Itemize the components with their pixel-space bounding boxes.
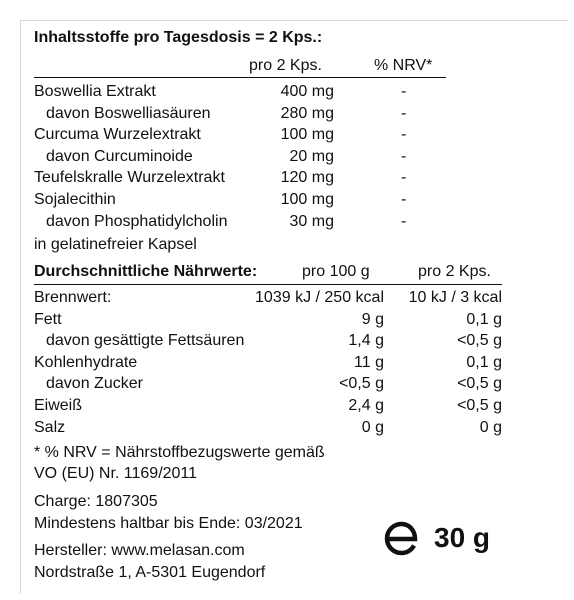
nutrition-row: [34, 353, 502, 373]
nutrition-row: [34, 374, 502, 394]
nutrient-per-2kps: <0,5 g: [457, 332, 502, 350]
nutrient-per-2kps: <0,5 g: [457, 397, 502, 414]
ingredient-row: [34, 125, 434, 145]
nutrient-name: Fett: [34, 310, 62, 328]
footnote-line-1: * % NRV = Nährstoffbezugswerte gemäß: [34, 444, 325, 461]
ingredient-amount: 280 mg: [280, 104, 334, 122]
ingredient-amount: 100 mg: [280, 191, 334, 208]
ingredient-amount: 100 mg: [280, 126, 334, 144]
ingredient-nrv: -: [401, 104, 407, 122]
nutrient-per-2kps: <0,5 g: [457, 375, 502, 393]
ingredient-name: Curcuma Wurzelextrakt: [34, 126, 201, 144]
ingredient-row: [34, 104, 434, 124]
footnote-line-2: VO (EU) Nr. 1169/2011: [34, 465, 198, 482]
nutrition-row: [34, 418, 502, 438]
net-weight-value: 30 g: [434, 522, 491, 553]
ingredient-nrv: -: [401, 212, 407, 230]
nutrient-name: davon gesättigte Fettsäuren: [46, 332, 245, 350]
nutrition-row: [34, 331, 502, 351]
nutrient-name: Salz: [34, 418, 66, 436]
nutrient-per-2kps: 10 kJ / 3 kcal: [408, 289, 502, 306]
ingredient-name: davon Boswelliasäuren: [46, 104, 211, 122]
ingredient-nrv: -: [401, 83, 407, 100]
nutrition-divider: [34, 284, 502, 285]
ingredient-row: [34, 212, 434, 232]
capsule-note: in gelatinefreier Kapsel: [34, 236, 197, 253]
ingredient-row: [34, 168, 434, 188]
nutrient-per-2kps: 0,1 g: [466, 310, 502, 328]
ingredient-name: Sojalecithin: [34, 191, 116, 208]
nutrient-per-100g: 1039 kJ / 250 kcal: [255, 289, 384, 306]
ingredient-amount: 400 mg: [280, 83, 334, 100]
ingredient-nrv: -: [401, 191, 407, 208]
ingredient-nrv: -: [401, 147, 407, 165]
ingredient-nrv: -: [401, 169, 407, 187]
nutrition-row: [34, 288, 502, 308]
best-before: Mindestens haltbar bis Ende: 03/2021: [34, 515, 303, 532]
nutrient-per-2kps: 0 g: [479, 418, 502, 436]
ingredient-name: davon Phosphatidylcholin: [46, 212, 228, 230]
nutrient-name: davon Zucker: [46, 375, 143, 393]
col-amount-header: pro 2 Kps.: [249, 57, 322, 74]
col-100g-header: pro 100 g: [302, 263, 370, 280]
estimated-sign-icon: [382, 518, 422, 558]
col-nrv-header: % NRV*: [374, 57, 433, 74]
ingredient-amount: 30 mg: [289, 212, 334, 230]
ingredient-amount: 120 mg: [280, 169, 334, 187]
nutrient-name: Eiweiß: [34, 397, 83, 414]
ingredient-row: [34, 190, 434, 210]
net-weight: [382, 518, 490, 558]
nutrient-per-100g: 11 g: [354, 353, 384, 371]
nutrient-per-100g: <0,5 g: [339, 375, 384, 393]
manufacturer-line-2: Nordstraße 1, A-5301 Eugendorf: [34, 564, 266, 581]
nutrient-per-100g: 2,4 g: [348, 397, 384, 414]
ingredients-title: Inhaltsstoffe pro Tagesdosis = 2 Kps.:: [34, 29, 323, 46]
charge-number: Charge: 1807305: [34, 493, 158, 510]
nutrient-per-100g: 9 g: [361, 310, 384, 328]
ingredient-name: Teufelskralle Wurzelextrakt: [34, 169, 225, 187]
manufacturer-line-1: Hersteller: www.melasan.com: [34, 542, 245, 559]
header-divider: [34, 77, 446, 78]
ingredient-row: [34, 147, 434, 167]
col-2kps-header: pro 2 Kps.: [418, 263, 491, 280]
nutrient-name: Brennwert:: [34, 289, 112, 306]
nutrient-per-100g: 1,4 g: [348, 332, 384, 350]
nutrient-name: Kohlenhydrate: [34, 353, 138, 371]
ingredient-row: [34, 82, 434, 102]
nutrient-per-2kps: 0,1 g: [466, 353, 502, 371]
ingredient-name: davon Curcuminoide: [46, 147, 193, 165]
nutrition-row: [34, 310, 502, 330]
nutrient-per-100g: 0 g: [361, 418, 384, 436]
nutrition-row: [34, 396, 502, 416]
ingredient-name: Boswellia Extrakt: [34, 83, 156, 100]
ingredient-nrv: -: [401, 126, 407, 144]
nutrition-title: Durchschnittliche Nährwerte:: [34, 263, 258, 280]
ingredient-amount: 20 mg: [289, 147, 334, 165]
